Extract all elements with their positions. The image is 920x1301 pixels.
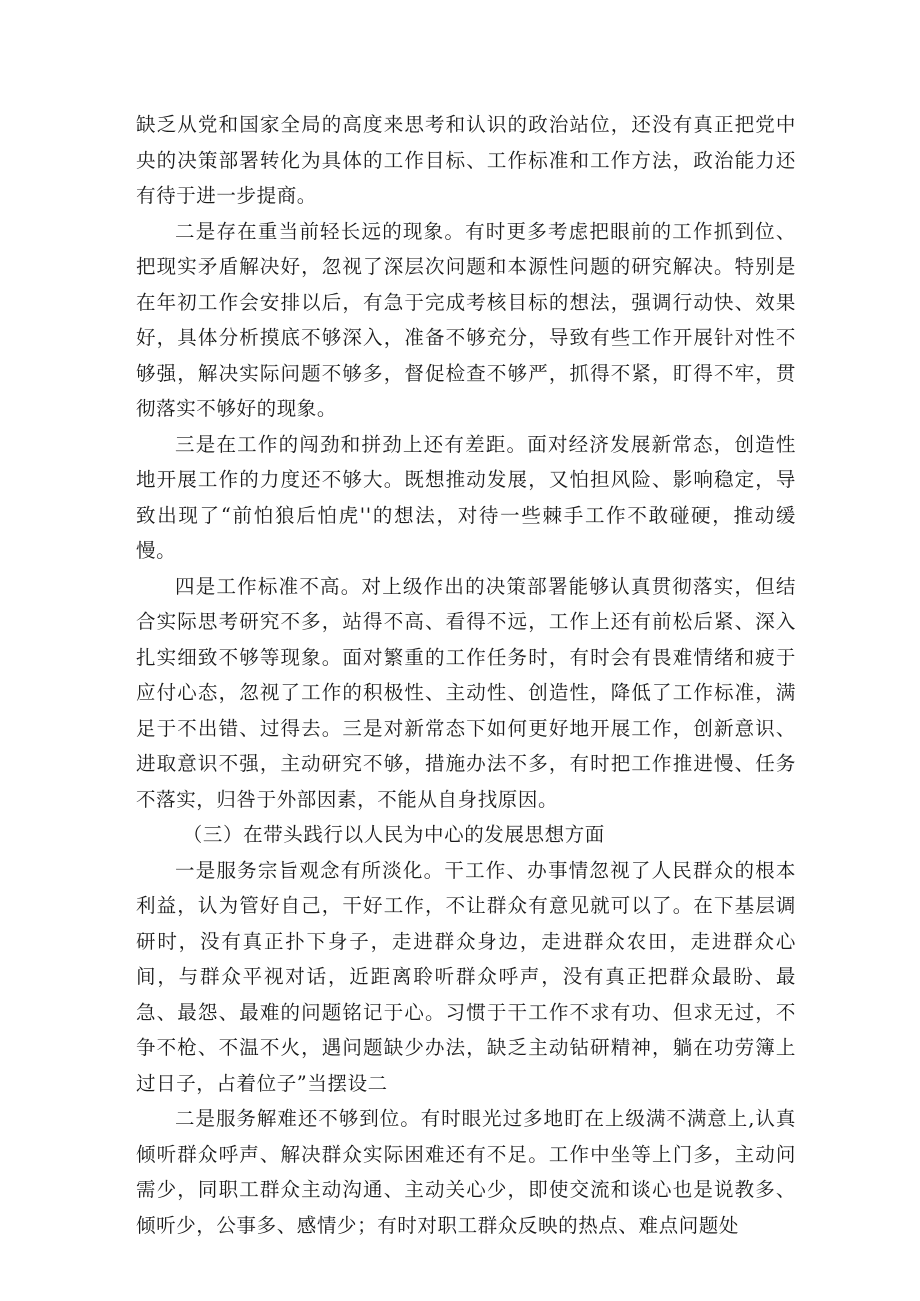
paragraph-service-point-two: 二是服务解难还不够到位。有时眼光过多地盯在上级满不满意上,认真倾听群众呼声、解决群众实际困难还有不足。工作中坐等上门多，主动问需少，同职工群众主动沟通、主动关心少，即使交流和谈心也是说教多、倾听少，公事多、感情少；有时对职工群众反映的热点、难点问题处 bbox=[136, 1107, 796, 1237]
paragraph-service-point-one: 一是服务宗旨观念有所淡化。干工作、办事情忽视了人民群众的根本利益，认为管好自己，干好工作，不让群众有意见就可以了。在下基层调研时，没有真正扑下身子，走进群众身边，走进群众农田，走进群众心间，与群众平视对话，近距离聆听群众呼声，没有真正把群众最盼、最急、最怨、最难的问题铭记于心。习惯于干工作不求有功、但求无过，不争不枪、不温不火，遇问题缺少办法，缺乏主动钻研精神，躺在功劳簿上过日子，占着位子”当摆设二 bbox=[136, 858, 796, 1095]
paragraph-point-two: 二是存在重当前轻长远的现象。有时更多考虑把眼前的工作抓到位、把现实矛盾解决好，忽视了深层次问题和本源性问题的研究解决。特别是在年初工作会安排以后，有急于完成考核目标的想法，强调行动快、效果好，具体分析摸底不够深入，准备不够充分，导致有些工作开展针对性不够强，解决实际问题不够多，督促检查不够严，抓得不紧，盯得不牢，贯彻落实不够好的现象。 bbox=[136, 219, 796, 420]
paragraph-point-four: 四是工作标准不高。对上级作出的决策部署能够认真贯彻落实，但结合实际思考研究不多，站得不高、看得不远，工作上还有前松后紧、深入扎实细致不够等现象。面对繁重的工作任务时，有时会有畏难情绪和疲于应付心态，忽视了工作的积极性、主动性、创造性，降低了工作标准，满足于不出错、过得去。三是对新常态下如何更好地开展工作，创新意识、进取意识不强，主动研究不够，措施办法不多，有时把工作推进慢、任务不落实，归咎于外部因素，不能从自身找原因。 bbox=[136, 574, 796, 811]
document-body bbox=[136, 107, 796, 1243]
paragraph-point-three: 三是在工作的闯劲和拼劲上还有差距。面对经济发展新常态，创造性地开展工作的力度还不够大。既想推动发展，又怕担风险、影响稳定，导致出现了“前怕狼后怕虎''的想法，对待一些棘手工作不敢碰硬，推动缓慢。 bbox=[136, 432, 796, 562]
section-heading: （三）在带头践行以人民为中心的发展思想方面 bbox=[182, 823, 605, 846]
paragraph-continuation: 缺乏从党和国家全局的高度来思考和认识的政治站位，还没有真正把党中央的决策部署转化为具体的工作目标、工作标准和工作方法，政治能力还有待于进一步提商。 bbox=[136, 113, 796, 207]
